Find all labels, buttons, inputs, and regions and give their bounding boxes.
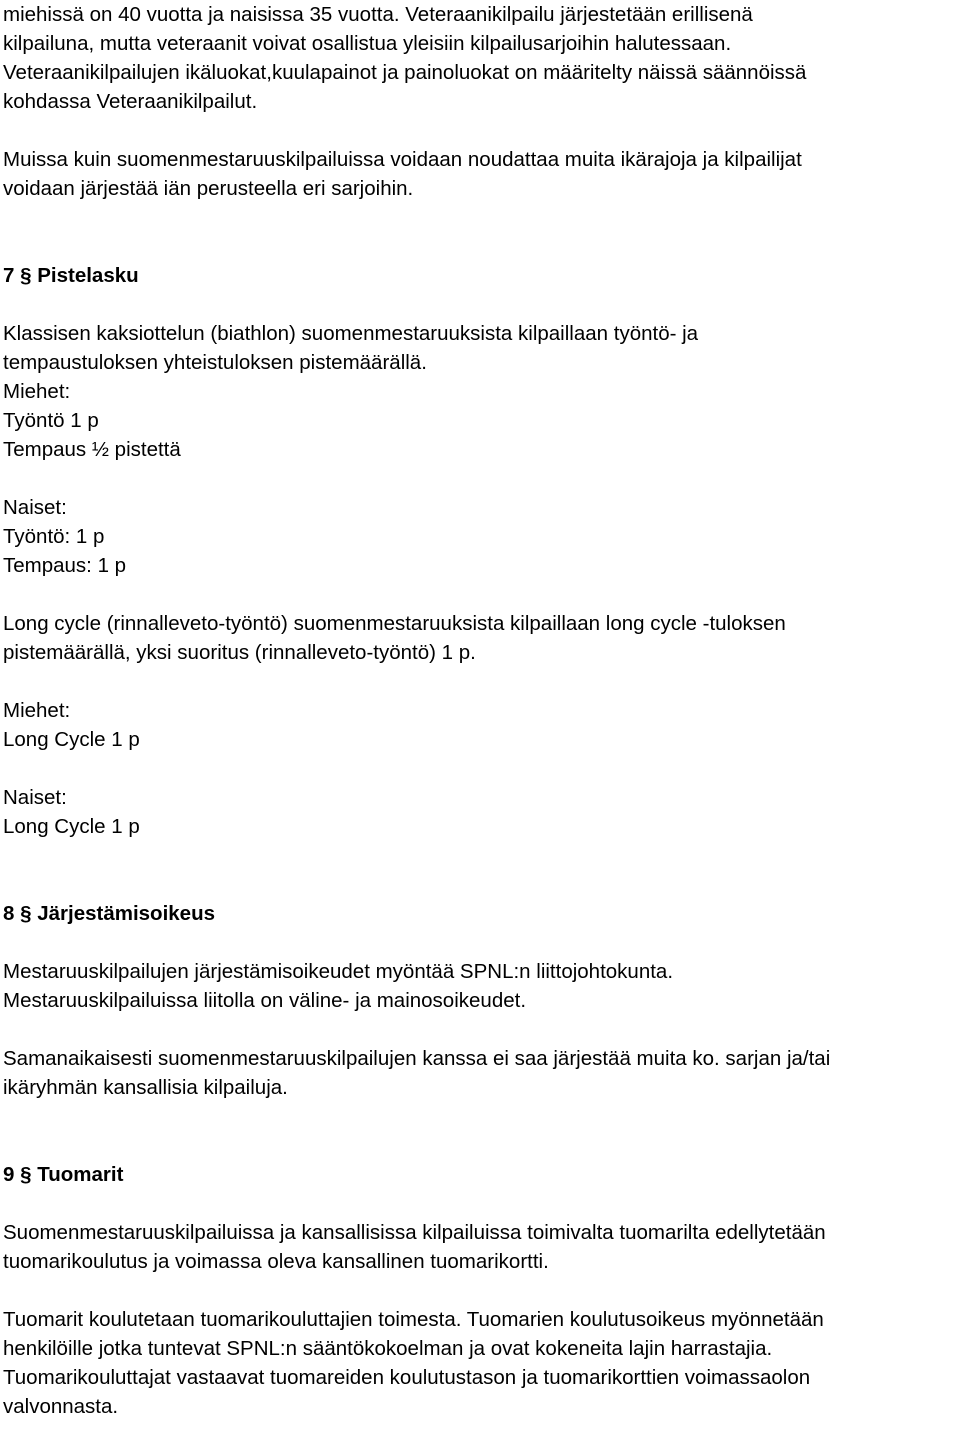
section-title: Tuomarit xyxy=(37,1163,124,1186)
section-7-heading xyxy=(3,261,957,290)
section-title: Järjestämisoikeus xyxy=(37,902,215,925)
group-label: Miehet: xyxy=(3,380,71,403)
section-8-paragraph-rights xyxy=(3,957,957,1015)
text-line: valvonnasta. xyxy=(3,1395,119,1418)
text-line: kilpailuna, mutta veteraanit voivat osallistua yleisiin kilpailusarjoihin halutessaan. xyxy=(3,32,732,55)
text-line: Tuomarit koulutetaan tuomarikouluttajien toimesta. Tuomarien koulutusoikeus myönnetään xyxy=(3,1308,824,1331)
text-line: tempaustuloksen yhteistuloksen pistemäärällä. xyxy=(3,351,427,374)
section-7-women-long-cycle xyxy=(3,783,957,841)
score-line: Työntö 1 p xyxy=(3,409,99,432)
text-line: Tuomarikouluttajat vastaavat tuomareiden koulutustason ja tuomarikorttien voimassaolon xyxy=(3,1366,811,1389)
score-line: Tempaus ½ pistettä xyxy=(3,438,181,461)
section-number: 7 xyxy=(3,264,15,287)
section-7-paragraph-biathlon xyxy=(3,319,957,377)
section-9-heading xyxy=(3,1160,957,1189)
document-page xyxy=(3,0,957,1421)
score-line: Long Cycle 1 p xyxy=(3,728,140,751)
text-line: Klassisen kaksiottelun (biathlon) suomenmestaruuksista kilpaillaan työntö- ja xyxy=(3,322,699,345)
text-line: Long cycle (rinnalleveto-työntö) suomenmestaruuksista kilpaillaan long cycle -tuloksen xyxy=(3,612,786,635)
text-line: Mestaruuskilpailuissa liitolla on väline- ja mainosoikeudet. xyxy=(3,989,527,1012)
section-symbol: § xyxy=(20,902,32,925)
section-9-paragraph-requirements xyxy=(3,1218,957,1276)
section-number: 9 xyxy=(3,1163,15,1186)
text-line: tuomarikoulutus ja voimassa oleva kansallinen tuomarikortti. xyxy=(3,1250,549,1273)
text-line: pistemäärällä, yksi suoritus (rinnalleveto-työntö) 1 p. xyxy=(3,641,476,664)
text-line: miehissä on 40 vuotta ja naisissa 35 vuotta. Veteraanikilpailu järjestetään erillisenä xyxy=(3,3,753,26)
section-7-women-biathlon xyxy=(3,493,957,580)
text-line: voidaan järjestää iän perusteella eri sarjoihin. xyxy=(3,177,414,200)
age-limits-paragraph xyxy=(3,145,957,203)
group-label: Naiset: xyxy=(3,786,67,809)
group-label: Miehet: xyxy=(3,699,71,722)
section-9-paragraph-training xyxy=(3,1305,957,1421)
section-number: 8 xyxy=(3,902,15,925)
text-line: kohdassa Veteraanikilpailut. xyxy=(3,90,258,113)
text-line: Samanaikaisesti suomenmestaruuskilpailujen kanssa ei saa järjestää muita ko. sarjan ja/tai xyxy=(3,1047,831,1070)
section-symbol: § xyxy=(20,1163,32,1186)
score-line: Työntö: 1 p xyxy=(3,525,105,548)
group-label: Naiset: xyxy=(3,496,67,519)
text-line: ikäryhmän kansallisia kilpailuja. xyxy=(3,1076,288,1099)
text-line: henkilöille jotka tuntevat SPNL:n sääntökokoelman ja ovat kokeneita lajin harrastajia. xyxy=(3,1337,773,1360)
score-line: Tempaus: 1 p xyxy=(3,554,127,577)
section-symbol: § xyxy=(20,264,32,287)
text-line: Muissa kuin suomenmestaruuskilpailuissa voidaan noudattaa muita ikärajoja ja kilpailijat xyxy=(3,148,802,171)
text-line: Veteraanikilpailujen ikäluokat,kuulapainot ja painoluokat on määritelty näissä säännöissä xyxy=(3,61,807,84)
section-title: Pistelasku xyxy=(37,264,139,287)
section-7-men-long-cycle xyxy=(3,696,957,754)
section-8-paragraph-simultaneous xyxy=(3,1044,957,1102)
score-line: Long Cycle 1 p xyxy=(3,815,140,838)
text-line: Mestaruuskilpailujen järjestämisoikeudet myöntää SPNL:n liittojohtokunta. xyxy=(3,960,674,983)
text-line: Suomenmestaruuskilpailuissa ja kansallisissa kilpailuissa toimivalta tuomarilta edellytetään xyxy=(3,1221,826,1244)
intro-paragraph xyxy=(3,0,957,116)
section-7-paragraph-long-cycle xyxy=(3,609,957,667)
section-8-heading xyxy=(3,899,957,928)
section-7-men-biathlon xyxy=(3,377,957,464)
